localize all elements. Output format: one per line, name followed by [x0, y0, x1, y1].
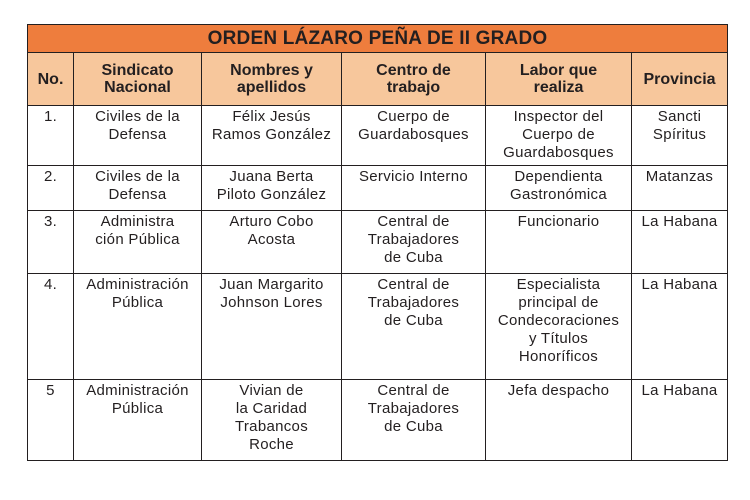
- cell-province: Sancti Spíritus: [632, 106, 728, 166]
- column-header-number: No.: [28, 53, 74, 106]
- table-row: [28, 166, 728, 211]
- cell-name: Juana Berta Piloto González: [202, 166, 342, 211]
- cell-province: La Habana: [632, 211, 728, 274]
- cell-union: Civiles de la Defensa: [74, 106, 202, 166]
- cell-job: Dependienta Gastronómica: [486, 166, 632, 211]
- cell-province: La Habana: [632, 380, 728, 461]
- cell-job: Inspector del Cuerpo de Guardabosques: [486, 106, 632, 166]
- cell-workplace: Servicio Interno: [342, 166, 486, 211]
- cell-number: 3.: [28, 211, 74, 274]
- column-header-province: Provincia: [632, 53, 728, 106]
- award-table-frame: [27, 24, 727, 461]
- table-title: ORDEN LÁZARO PEÑA DE II GRADO: [28, 25, 728, 53]
- cell-union: Civiles de la Defensa: [74, 166, 202, 211]
- cell-name: Arturo Cobo Acosta: [202, 211, 342, 274]
- cell-job: Especialista principal de Condecoraciones y Títulos Honoríficos: [486, 274, 632, 380]
- table-row: [28, 211, 728, 274]
- cell-province: La Habana: [632, 274, 728, 380]
- table-row: [28, 274, 728, 380]
- cell-job: Funcionario: [486, 211, 632, 274]
- cell-name: Juan Margarito Johnson Lores: [202, 274, 342, 380]
- table-title-row: [28, 25, 728, 53]
- cell-union: Administra ción Pública: [74, 211, 202, 274]
- column-header-workplace: Centro de trabajo: [342, 53, 486, 106]
- column-header-union: Sindicato Nacional: [74, 53, 202, 106]
- cell-workplace: Central de Trabajadores de Cuba: [342, 211, 486, 274]
- award-table: [27, 24, 728, 461]
- column-header-job: Labor que realiza: [486, 53, 632, 106]
- table-row: [28, 380, 728, 461]
- cell-number: 4.: [28, 274, 74, 380]
- table-header-row: [28, 53, 728, 106]
- cell-number: 5: [28, 380, 74, 461]
- cell-province: Matanzas: [632, 166, 728, 211]
- cell-number: 2.: [28, 166, 74, 211]
- cell-union: Administración Pública: [74, 274, 202, 380]
- cell-workplace: Central de Trabajadores de Cuba: [342, 380, 486, 461]
- cell-workplace: Central de Trabajadores de Cuba: [342, 274, 486, 380]
- column-header-name: Nombres y apellidos: [202, 53, 342, 106]
- table-row: [28, 106, 728, 166]
- cell-name: Vivian de la Caridad Trabancos Roche: [202, 380, 342, 461]
- cell-job: Jefa despacho: [486, 380, 632, 461]
- cell-workplace: Cuerpo de Guardabosques: [342, 106, 486, 166]
- cell-union: Administración Pública: [74, 380, 202, 461]
- cell-name: Félix Jesús Ramos González: [202, 106, 342, 166]
- cell-number: 1.: [28, 106, 74, 166]
